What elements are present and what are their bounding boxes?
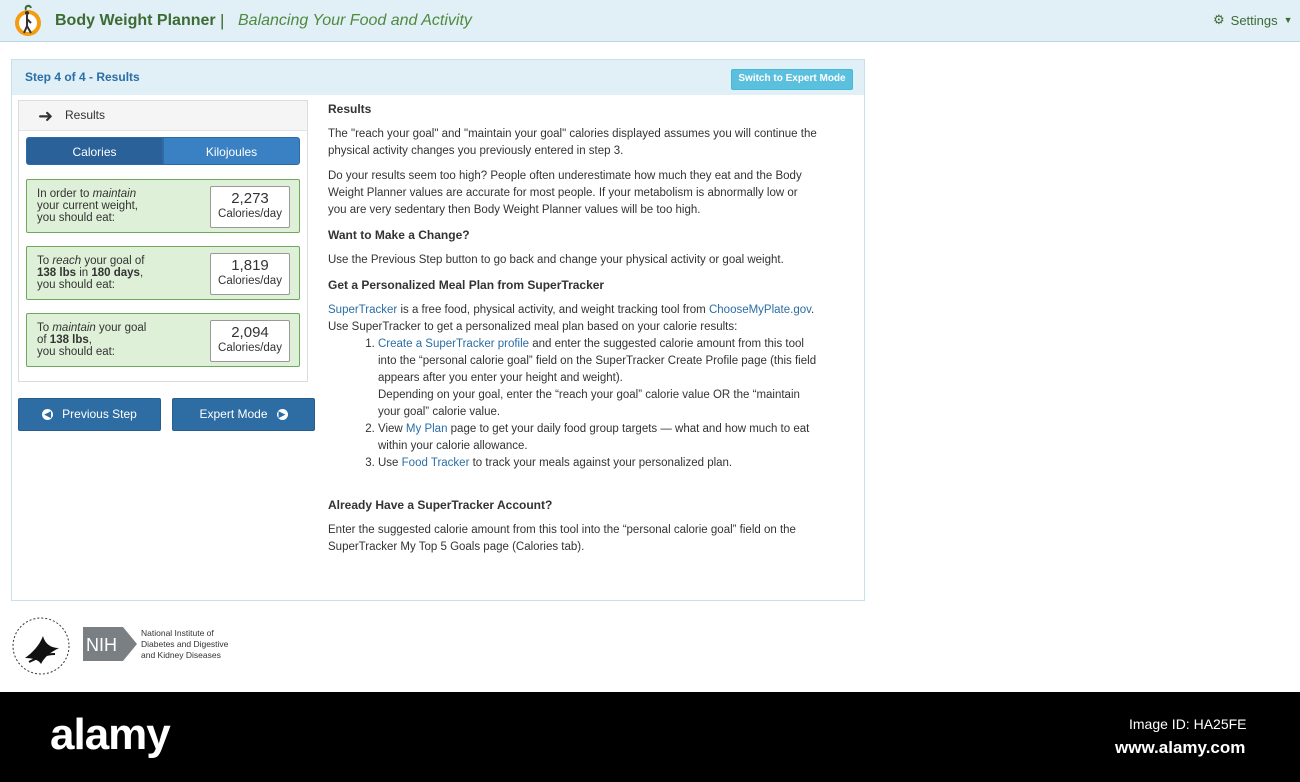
stock-image-id: Image ID: HA25FE xyxy=(1129,716,1247,732)
meal-plan-heading: Get a Personalized Meal Plan from SuperTracker xyxy=(328,278,605,292)
meal-plan-steps xyxy=(328,336,818,472)
settings-menu[interactable] xyxy=(1213,12,1293,28)
create-profile-link[interactable]: Create a SuperTracker profile xyxy=(378,338,530,350)
niddk-name: National Institute of Diabetes and Digestive and Kidney Diseases xyxy=(141,628,229,660)
top-header xyxy=(0,0,1300,42)
app-title: Body Weight Planner xyxy=(55,12,216,29)
gear-icon: ⚙ xyxy=(1213,12,1225,27)
maintain-goal-card xyxy=(26,313,300,367)
maintain-current-value: 2,273 Calories/day xyxy=(210,186,290,228)
maintain-current-text: In order to maintain your current weight, you should eat: xyxy=(37,188,138,224)
list-item: 1. Create a SuperTracker profile and enter the suggested calorie amount from this tool into the “personal calorie goal” field on the SuperTracker Create Profile page (this field appears after you enter your height and weight). Depending on your goal, enter the “reach your goal” calorie value OR the “maintain your goal” calorie value. xyxy=(378,336,818,421)
supertracker-link[interactable]: SuperTracker xyxy=(328,304,398,316)
results-heading: Results xyxy=(328,102,372,116)
existing-account-paragraph: Enter the suggested calorie amount from this tool into the “personal calorie goal” field on the SuperTracker My Top 5 Goals page (Calories tab). xyxy=(328,524,796,553)
arrow-right-circle-icon: ▶ xyxy=(277,409,288,420)
settings-label: Settings xyxy=(1230,12,1278,28)
previous-step-button[interactable] xyxy=(18,398,161,431)
supertracker-paragraph: SuperTracker is a free food, physical activity, and weight tracking tool from ChooseMyPlate.gov. Use SuperTracker to get a personalized meal plan based on your calorie results: xyxy=(328,304,815,333)
expert-mode-button[interactable] xyxy=(172,398,315,431)
app-logo-icon xyxy=(12,4,44,38)
reach-goal-text: To reach your goal of 138 lbs in 180 days, you should eat: xyxy=(37,255,145,291)
assumption-paragraph: The "reach your goal" and "maintain your goal" calories displayed assumes you will continue the physical activity changes you previously entered in step 3. xyxy=(328,128,817,157)
tab-kilojoules[interactable]: Kilojoules xyxy=(163,137,300,165)
make-change-heading: Want to Make a Change? xyxy=(328,228,470,242)
list-item: 2. View My Plan page to get your daily food group targets — what and how much to eat within your calorie allowance. xyxy=(378,421,818,455)
too-high-paragraph: Do your results seem too high? People often underestimate how much they eat and the Body Weight Planner values are accurate for most people. If your metabolism is abnormally low or you are very sedentary then Body Weight Planner values will be too high. xyxy=(328,170,802,216)
step-title: Step 4 of 4 - Results xyxy=(25,70,140,84)
nih-logo-text: NIH xyxy=(86,635,117,655)
arrow-left-circle-icon: ◀ xyxy=(42,409,53,420)
tab-calories[interactable]: Calories xyxy=(26,137,163,165)
results-heading xyxy=(19,101,307,131)
reach-goal-value: 1,819 Calories/day xyxy=(210,253,290,295)
maintain-goal-value: 2,094 Calories/day xyxy=(210,320,290,362)
stock-url: www.alamy.com xyxy=(1115,738,1246,757)
maintain-goal-text: To maintain your goal of 138 lbs, you should eat: xyxy=(37,322,147,358)
previous-step-label: Previous Step xyxy=(62,407,137,421)
stock-watermark-bar xyxy=(0,692,1300,782)
app-tagline: Balancing Your Food and Activity xyxy=(238,12,472,29)
stock-brand: alamy xyxy=(50,710,170,759)
existing-account-heading: Already Have a SuperTracker Account? xyxy=(328,498,553,512)
switch-expert-mode-button[interactable]: Switch to Expert Mode xyxy=(731,69,853,90)
list-item: 3. Use Food Tracker to track your meals against your personalized plan. xyxy=(378,455,818,472)
my-plan-link[interactable]: My Plan xyxy=(405,423,448,435)
title-separator: | xyxy=(220,11,225,30)
unit-toggle xyxy=(26,137,300,165)
expert-mode-label: Expert Mode xyxy=(199,407,268,421)
arrow-right-icon: ➜ xyxy=(38,106,54,126)
choosemyplate-link[interactable]: ChooseMyPlate.gov xyxy=(708,304,812,316)
results-summary xyxy=(18,100,308,382)
panel-header xyxy=(12,60,864,95)
nih-logo-icon xyxy=(83,627,137,661)
results-explanation xyxy=(328,101,818,564)
hhs-seal-icon xyxy=(11,616,71,676)
maintain-current-card xyxy=(26,179,300,233)
caret-down-icon: ▼ xyxy=(1283,15,1293,25)
reach-goal-card xyxy=(26,246,300,300)
make-change-paragraph: Use the Previous Step button to go back and change your physical activity or goal weight. xyxy=(328,254,784,266)
food-tracker-link[interactable]: Food Tracker xyxy=(401,457,470,469)
results-heading-label: Results xyxy=(65,108,106,122)
